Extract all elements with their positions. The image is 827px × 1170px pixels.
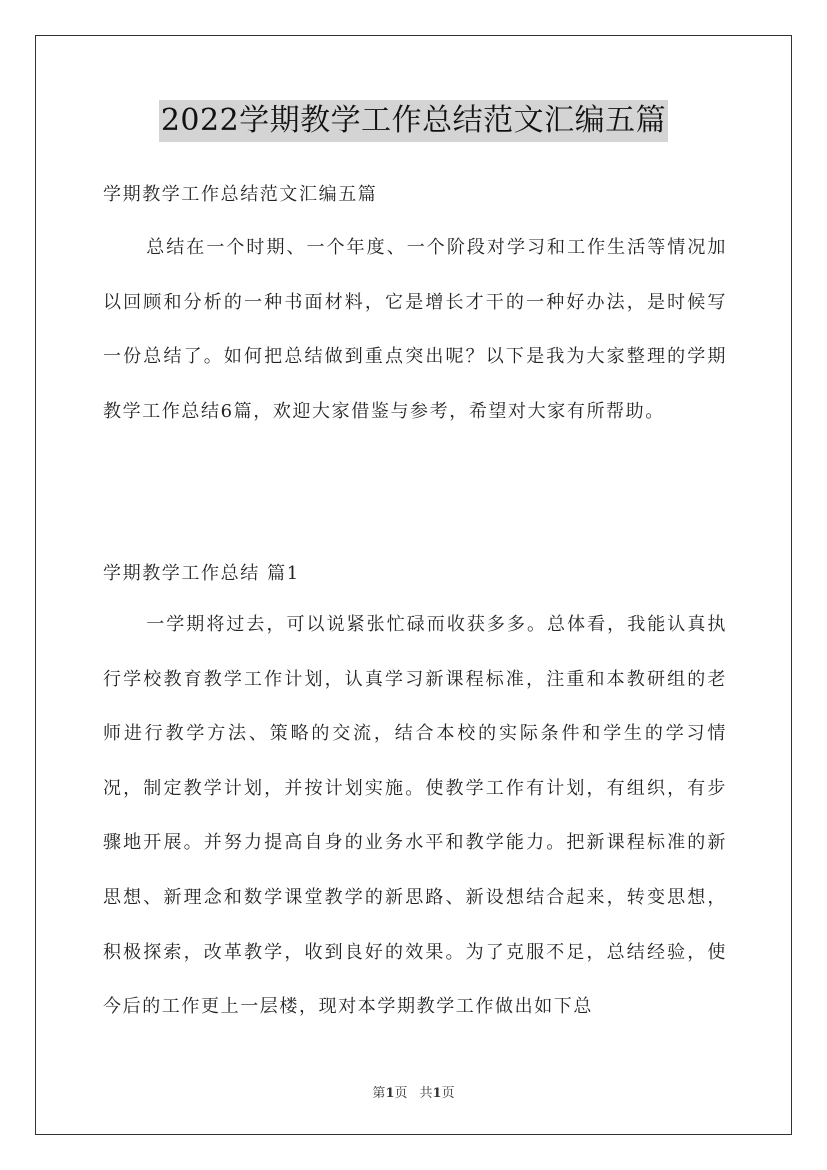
page-prefix: 第 [372, 1086, 386, 1101]
intro-paragraph: 总结在一个时期、一个年度、一个阶段对学习和工作生活等情况加以回顾和分析的一种书面材料，它是增长才干的一种好办法，是时候写一份总结了。如何把总结做到重点突出呢？以下是我为大家整理的学期教学工作总结6篇，欢迎大家借鉴与参考，希望对大家有所帮助。 [103, 237, 727, 422]
total-pages: 1 [432, 1086, 442, 1101]
document-subtitle: 学期教学工作总结范文汇编五篇 [103, 184, 378, 205]
title-container [0, 100, 827, 142]
page-suffix: 页 [394, 1086, 408, 1101]
page-number: 1 [385, 1086, 395, 1101]
page-footer [0, 1082, 827, 1101]
document-title: 2022学期教学工作总结范文汇编五篇 [159, 100, 668, 142]
section-heading: 学期教学工作总结 篇1 [103, 563, 300, 584]
total-prefix: 共 [419, 1086, 433, 1101]
total-suffix: 页 [441, 1086, 455, 1101]
section-paragraph: 一学期将过去，可以说紧张忙碌而收获多多。总体看，我能认真执行学校教育教学工作计划，认真学习新课程标准，注重和本教研组的老师进行教学方法、策略的交流，结合本校的实际条件和学生的学习情况，制定教学计划，并按计划实施。使教学工作有计划，有组织，有步骤地开展。并努力提高自身的业务水平和教学能力。把新课程标准的新思想、新理念和数学课堂教学的新思路、新设想结合起来，转变思想，积极探索，改革教学，收到良好的效果。为了克服不足，总结经验，使今后的工作更上一层楼，现对本学期教学工作做出如下总 [103, 614, 727, 1018]
